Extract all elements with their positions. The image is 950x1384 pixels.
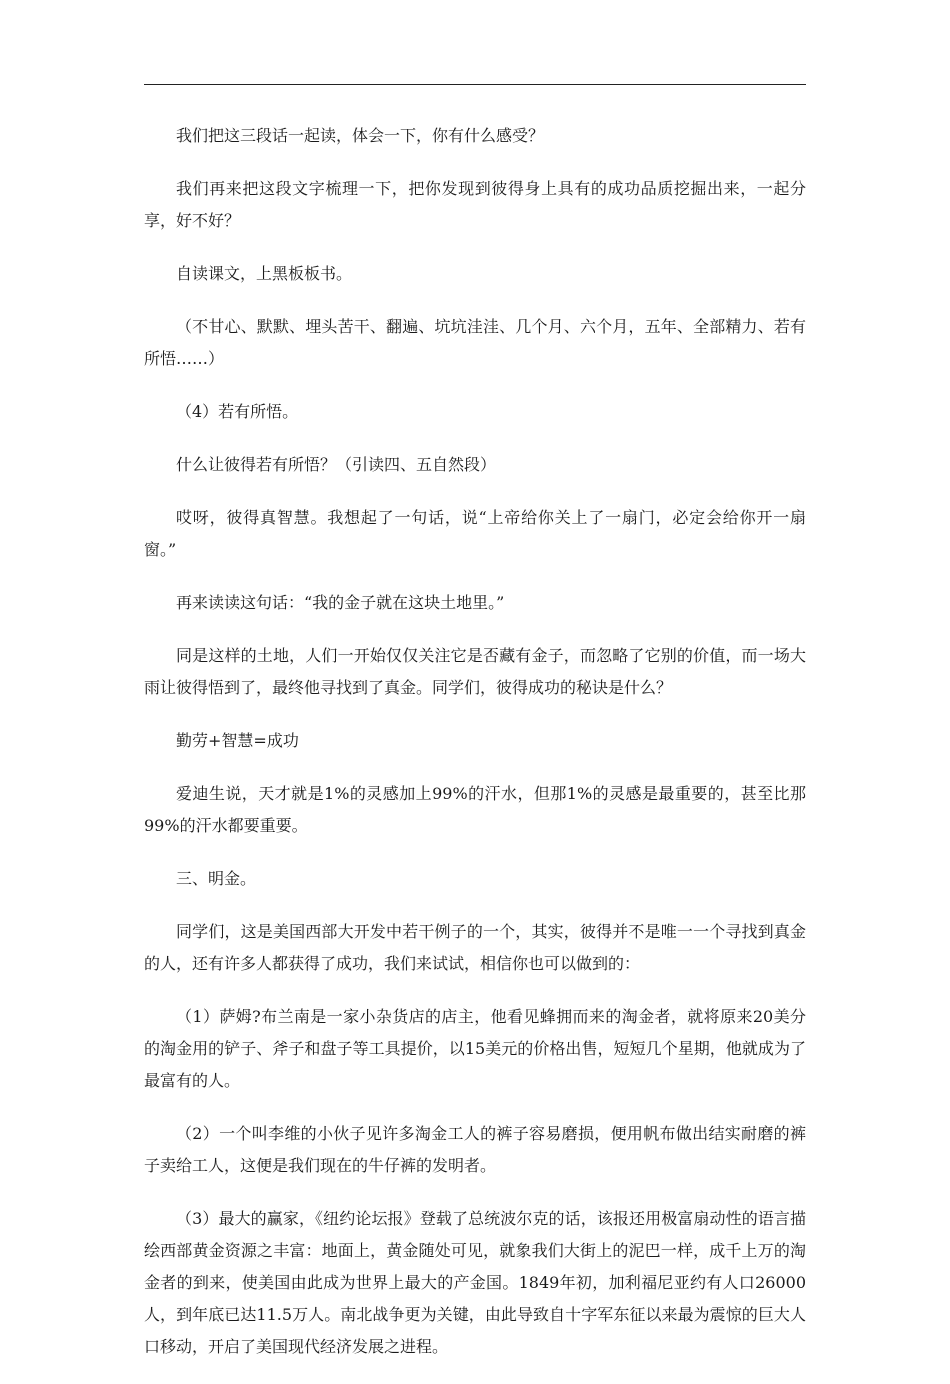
paragraph-16: （3）最大的赢家，《纽约论坛报》登载了总统波尔克的话，该报还用极富扇动性的语言描绘西部黄金资源之丰富：地面上，黄金随处可见，就象我们大街上的泥巴一样，成千上万的淘金者的到来，使美国由此成为世界上最大的产金国。1849年初，加利福尼亚约有人口26000人，到年底已达11.5万人。南北战争更为关键，由此导致自十字军东征以来最为震惊的巨大人口移动，开启了美国现代经济发展之进程。 <box>144 1209 806 1356</box>
paragraph-3: 自读课文，上黑板板书。 <box>176 264 353 283</box>
paragraph-1: 我们把这三段话一起读，体会一下，你有什么感受？ <box>176 126 545 145</box>
paragraph-7: 哎呀，彼得真智慧。我想起了一句话，说“上帝给你关上了一扇门，必定会给你开一扇窗。” <box>144 508 806 559</box>
document-body <box>144 120 806 1384</box>
paragraph-4: （不甘心、默默、埋头苦干、翻遍、坑坑洼洼、几个月、六个月，五年、全部精力、若有所悟……） <box>144 317 806 368</box>
paragraph-15: （2）一个叫李维的小伙子见许多淘金工人的裤子容易磨损，便用帆布做出结实耐磨的裤子卖给工人，这便是我们现在的牛仔裤的发明者。 <box>144 1124 806 1175</box>
paragraph-8: 再来读读这句话：“我的金子就在这块土地里。” <box>176 593 505 612</box>
paragraph-5: （4）若有所悟。 <box>176 402 299 421</box>
paragraph-14: （1）萨姆?布兰南是一家小杂货店的店主，他看见蜂拥而来的淘金者，就将原来20美分的淘金用的铲子、斧子和盘子等工具提价，以15美元的价格出售，短短几个星期，他就成为了最富有的人。 <box>144 1007 806 1090</box>
paragraph-12: 三、明金。 <box>176 869 257 888</box>
paragraph-6: 什么让彼得若有所悟？（引读四、五自然段） <box>176 455 497 474</box>
paragraph-2: 我们再来把这段文字梳理一下，把你发现到彼得身上具有的成功品质挖掘出来，一起分享，好不好？ <box>144 179 806 230</box>
header-rule <box>144 84 806 85</box>
paragraph-11: 爱迪生说，天才就是1%的灵感加上99%的汗水，但那1%的灵感是最重要的，甚至比那99%的汗水都要重要。 <box>144 784 806 835</box>
paragraph-10: 勤劳+智慧=成功 <box>176 731 299 750</box>
paragraph-9: 同是这样的土地，人们一开始仅仅关注它是否藏有金子，而忽略了它别的价值，而一场大雨让彼得悟到了，最终他寻找到了真金。同学们，彼得成功的秘诀是什么？ <box>144 646 806 697</box>
paragraph-13: 同学们，这是美国西部大开发中若干例子的一个，其实，彼得并不是唯一一个寻找到真金的人，还有许多人都获得了成功，我们来试试，相信你也可以做到的： <box>144 922 806 973</box>
